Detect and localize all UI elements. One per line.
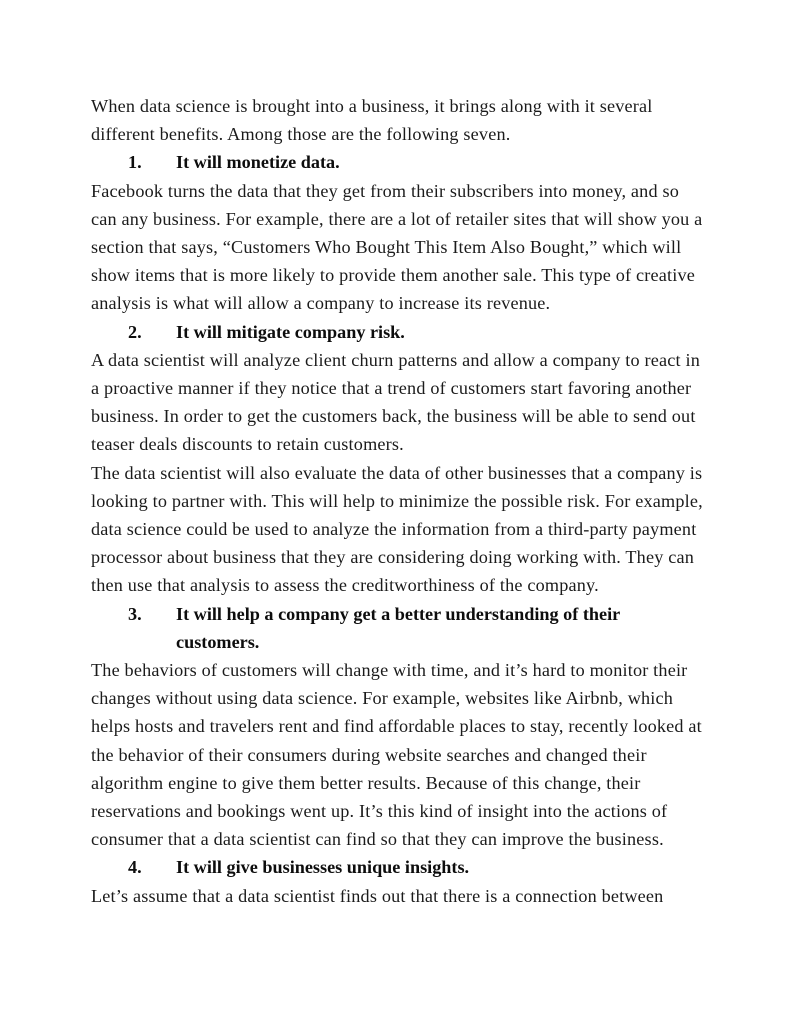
list-item-label: It will give businesses unique insights. [176, 857, 470, 878]
list-item-number: 3. [128, 603, 142, 624]
list-item-label: It will help a company get a better understanding of their customers. [176, 603, 620, 652]
benefit-1 [91, 148, 703, 176]
benefit-2-body-first: A data scientist will analyze client churn patterns and allow a company to react in a proactive manner if they notice that a trend of customers start favoring another business. In order to get the customers back, the business will be able to send out teaser deals discounts to retain customers. [91, 349, 701, 455]
benefit-2-body-second: The data scientist will also evaluate the data of other businesses that a company is looking to partner with. This will help to minimize the possible risk. For example, data science could be used to analyze the information from a third-party payment processor about business that they are considering doing working with. They can then use that analysis to assess the creditworthiness of the company. [91, 462, 703, 596]
benefit-4 [91, 853, 703, 881]
list-item-label: It will monetize data. [176, 152, 340, 173]
list-item-label: It will mitigate company risk. [176, 321, 405, 342]
list-item-number: 4. [128, 857, 142, 878]
benefit-3-body: The behaviors of customers will change with time, and it’s hard to monitor their changes without using data science. For example, websites like Airbnb, which helps hosts and travelers rent and find affordable places to stay, recently looked at the behavior of their consumers during website searches and changed their algorithm engine to give them better results. Because of this change, their reservations and bookings went up. It’s this kind of insight into the actions of consumer that a data scientist can find so that they can improve the business. [91, 660, 702, 850]
list-item-number: 2. [128, 321, 142, 342]
benefit-3 [91, 600, 703, 656]
list-item-number: 1. [128, 152, 142, 173]
document-text-column [91, 92, 703, 910]
intro-paragraph: When data science is brought into a business, it brings along with it several different benefits. Among those are the following seven. [91, 96, 653, 145]
benefit-1-body: Facebook turns the data that they get from their subscribers into money, and so can any business. For example, there are a lot of retailer sites that will show you a section that says, “Customers Who Bought This Item Also Bought,” which will show items that is more likely to provide them another sale. This type of creative analysis is what will allow a company to increase its revenue. [91, 180, 703, 314]
benefit-2 [91, 318, 703, 346]
benefit-4-body: Let’s assume that a data scientist finds out that there is a connection between [91, 885, 664, 906]
